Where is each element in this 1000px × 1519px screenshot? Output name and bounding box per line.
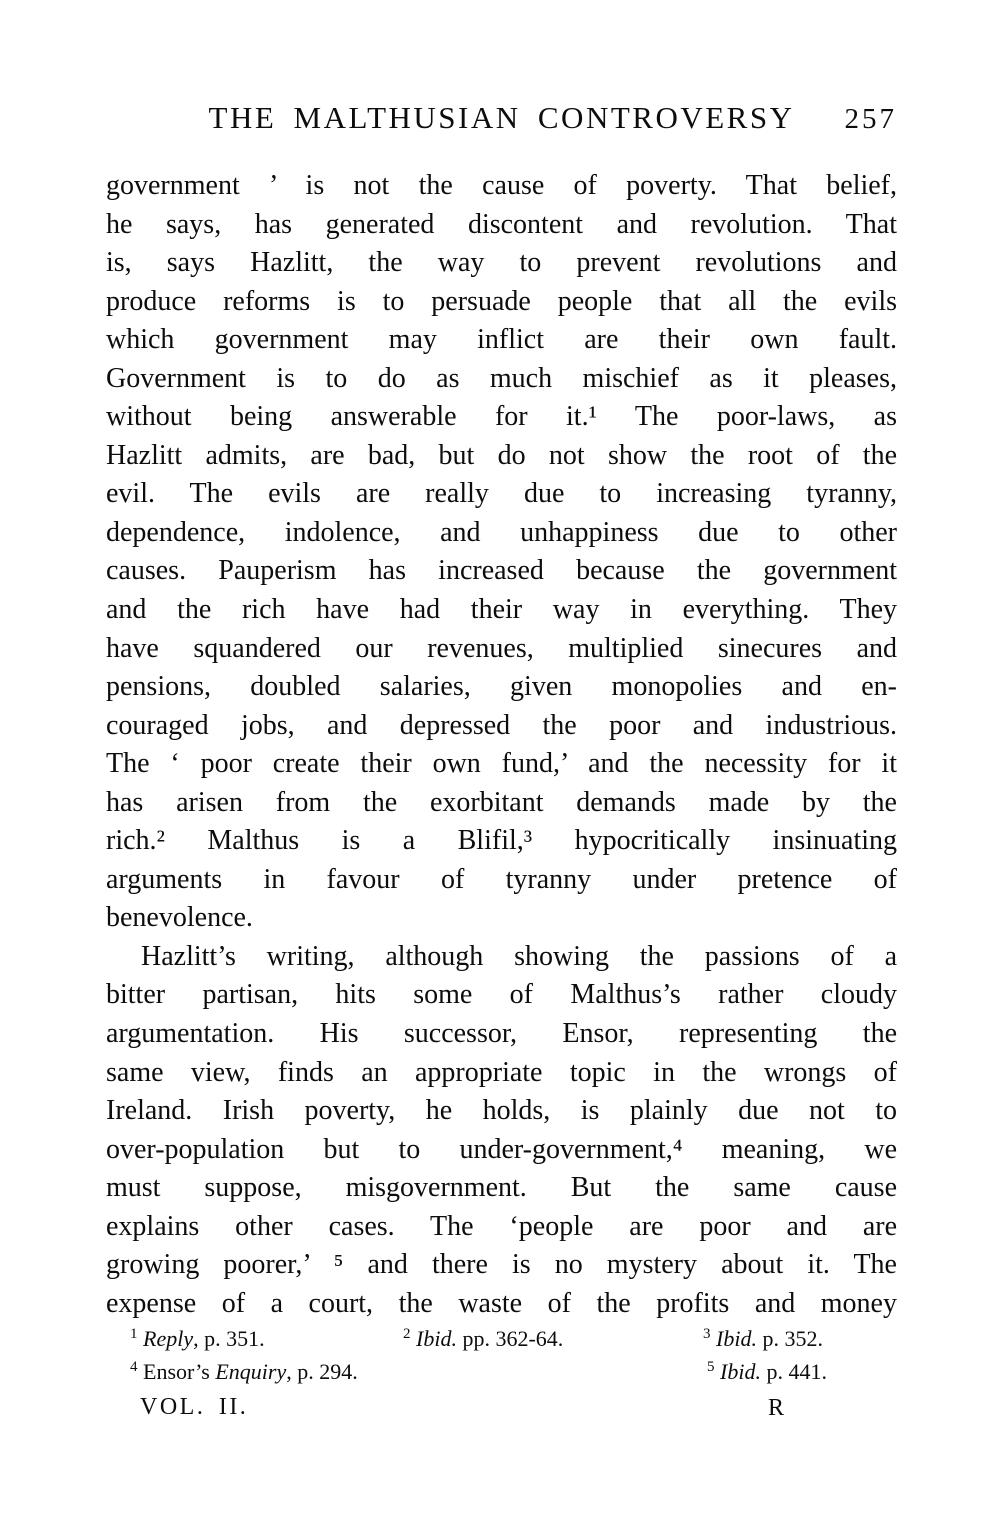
text-line: couraged jobs, and depressed the poor and industrious. bbox=[106, 709, 897, 741]
page-number: 257 bbox=[844, 103, 897, 135]
text-line: bitter partisan, hits some of Malthus’s rather cloudy bbox=[106, 979, 897, 1011]
footnote-work-title: Ibid. bbox=[716, 1326, 757, 1351]
text-line: he says, has generated discontent and revolution. That bbox=[106, 208, 897, 240]
footnote-author: Ensor’s bbox=[143, 1359, 216, 1384]
footnote-4 bbox=[130, 1359, 358, 1385]
footnote-marker: 2 bbox=[403, 1326, 411, 1342]
text-line: is, says Hazlitt, the way to prevent revolutions and bbox=[106, 247, 897, 279]
text-line: argumentation. His successor, Ensor, representing the bbox=[106, 1018, 897, 1050]
text-line: have squandered our revenues, multiplied sinecures and bbox=[106, 632, 897, 664]
text-line: growing poorer,’ ⁵ and there is no mystery about it. The bbox=[106, 1249, 897, 1281]
text-line: explains other cases. The ‘people are poor and are bbox=[106, 1210, 897, 1242]
footnote-reference: , p. 351. bbox=[193, 1326, 265, 1351]
footnote-work-title: Ibid. bbox=[416, 1326, 457, 1351]
page-title: THE MALTHUSIAN CONTROVERSY bbox=[208, 100, 795, 135]
signature-letter: R bbox=[768, 1395, 785, 1421]
footnote-1 bbox=[130, 1326, 265, 1352]
text-line: dependence, indolence, and unhappiness due to other bbox=[106, 516, 897, 548]
text-line: and the rich have had their way in everything. They bbox=[106, 594, 897, 626]
footnote-marker: 5 bbox=[707, 1359, 715, 1375]
footnote-marker: 4 bbox=[130, 1359, 138, 1375]
text-line: Hazlitt admits, are bad, but do not show the root of the bbox=[106, 439, 897, 471]
text-line: over-population but to under-government,⁴ meaning, we bbox=[106, 1133, 897, 1165]
body-text bbox=[106, 167, 897, 1323]
footnote-reference: p. 352. bbox=[756, 1326, 823, 1351]
footnote-2 bbox=[403, 1326, 563, 1352]
volume-label: VOL. II. bbox=[140, 1394, 249, 1420]
text-line: Ireland. Irish poverty, he holds, is plainly due not to bbox=[106, 1095, 897, 1127]
footnote-work-title: Enquiry bbox=[215, 1359, 287, 1384]
footnotes bbox=[106, 1326, 897, 1396]
footnote-reference: , p. 294. bbox=[286, 1359, 358, 1384]
text-line: has arisen from the exorbitant demands made by the bbox=[106, 786, 897, 818]
text-line: which government may inflict are their own fault. bbox=[106, 324, 897, 356]
text-line: produce reforms is to persuade people that all the evils bbox=[106, 285, 897, 317]
text-line: Government is to do as much mischief as it pleases, bbox=[106, 362, 897, 394]
text-line: The ‘ poor create their own fund,’ and the necessity for it bbox=[106, 748, 897, 780]
text-line: evil. The evils are really due to increasing tyranny, bbox=[106, 478, 897, 510]
text-line: same view, finds an appropriate topic in the wrongs of bbox=[106, 1056, 897, 1088]
text-line: expense of a court, the waste of the profits and money bbox=[106, 1287, 897, 1319]
footnote-5 bbox=[707, 1359, 827, 1385]
text-line: arguments in favour of tyranny under pretence of bbox=[106, 863, 897, 895]
text-line: government ’ is not the cause of poverty. That belief, bbox=[106, 170, 897, 201]
footnote-reference: pp. 362-64. bbox=[456, 1326, 564, 1351]
footnote-marker: 1 bbox=[130, 1326, 138, 1342]
text-line: causes. Pauperism has increased because the government bbox=[106, 555, 897, 587]
running-head bbox=[106, 100, 897, 142]
footnote-work-title: Ibid. bbox=[720, 1359, 761, 1384]
footnote-marker: 3 bbox=[703, 1326, 711, 1342]
text-line: without being answerable for it.¹ The poor-laws, as bbox=[106, 401, 897, 433]
text-line: must suppose, misgovernment. But the same cause bbox=[106, 1172, 897, 1204]
footnote-3 bbox=[703, 1326, 823, 1352]
footnote-work-title: Reply bbox=[143, 1326, 194, 1351]
text-line: rich.² Malthus is a Blifil,³ hypocritically insinuating bbox=[106, 825, 897, 857]
text-line: pensions, doubled salaries, given monopolies and en- bbox=[106, 671, 897, 703]
text-line: benevolence. bbox=[106, 902, 253, 934]
footnote-reference: p. 441. bbox=[760, 1359, 827, 1384]
text-line: Hazlitt’s writing, although showing the passions of a bbox=[141, 940, 897, 972]
